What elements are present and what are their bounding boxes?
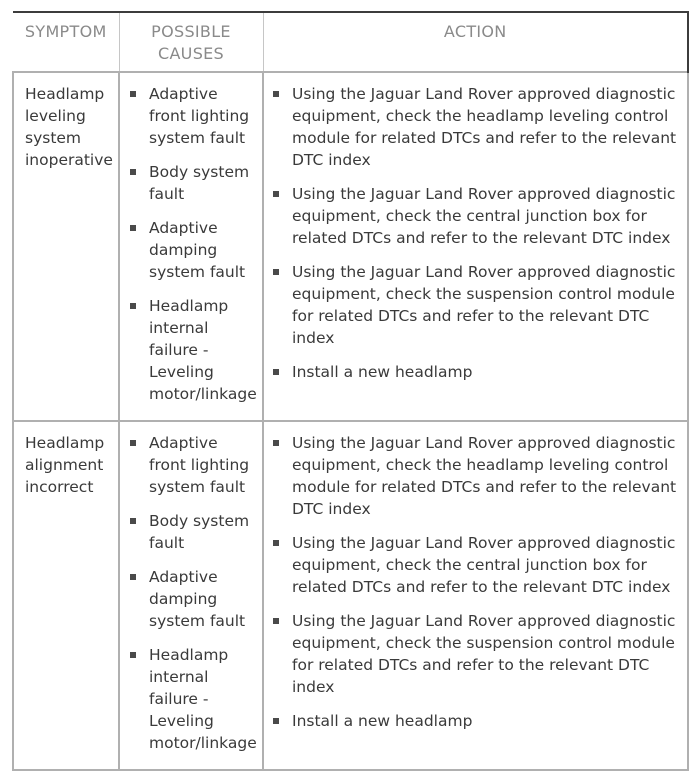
actions-cell bbox=[263, 72, 688, 421]
square-bullet-icon bbox=[130, 225, 136, 231]
table-header bbox=[13, 12, 688, 72]
square-bullet-icon bbox=[273, 618, 279, 624]
square-bullet-icon bbox=[273, 369, 279, 375]
action-item bbox=[273, 361, 679, 383]
action-text: Using the Jaguar Land Rover approved diagnostic equipment, check the central junction box for related DTCs and refer to the relevant DTC index bbox=[292, 534, 676, 596]
header-possible-causes bbox=[119, 12, 263, 72]
square-bullet-icon bbox=[273, 91, 279, 97]
action-text: Using the Jaguar Land Rover approved diagnostic equipment, check the suspension control module for related DTCs and refer to the relevant DTC index bbox=[292, 263, 676, 347]
cause-text: Adaptive damping system fault bbox=[149, 219, 246, 281]
action-text: Using the Jaguar Land Rover approved diagnostic equipment, check the headlamp leveling control module for related DTCs and refer to the relevant DTC index bbox=[292, 85, 677, 169]
action-item bbox=[273, 183, 679, 249]
cause-item bbox=[130, 295, 258, 405]
action-item bbox=[273, 532, 679, 598]
square-bullet-icon bbox=[273, 191, 279, 197]
action-text: Install a new headlamp bbox=[292, 712, 473, 730]
action-item bbox=[273, 261, 679, 349]
header-symptom-label: SYMPTOM bbox=[24, 22, 107, 41]
header-action-label: ACTION bbox=[443, 22, 507, 41]
header-causes-line1: POSSIBLE bbox=[151, 22, 231, 41]
cause-text: Adaptive front lighting system fault bbox=[149, 85, 250, 147]
header-symptom bbox=[13, 12, 119, 72]
square-bullet-icon bbox=[130, 574, 136, 580]
symptom-cell bbox=[13, 72, 119, 421]
action-text: Using the Jaguar Land Rover approved diagnostic equipment, check the suspension control module for related DTCs and refer to the relevant DTC index bbox=[292, 612, 676, 696]
symptom-text: Headlamp leveling system inoperative bbox=[25, 85, 113, 169]
action-item bbox=[273, 83, 679, 171]
table-row bbox=[13, 72, 688, 421]
action-text: Using the Jaguar Land Rover approved diagnostic equipment, check the central junction box for related DTCs and refer to the relevant DTC index bbox=[292, 185, 676, 247]
table-body bbox=[13, 72, 688, 770]
cause-text: Body system fault bbox=[149, 163, 250, 203]
causes-cell bbox=[119, 421, 263, 770]
symptom-text: Headlamp alignment incorrect bbox=[25, 434, 105, 496]
action-text: Install a new headlamp bbox=[292, 363, 473, 381]
header-causes-line2: CAUSES bbox=[157, 44, 225, 63]
cause-item bbox=[130, 217, 258, 283]
actions-list bbox=[273, 432, 679, 732]
table-row bbox=[13, 421, 688, 770]
cause-text: Headlamp internal failure - Leveling motor/linkage bbox=[149, 297, 257, 403]
actions-cell bbox=[263, 421, 688, 770]
symptom-chart-table bbox=[12, 11, 689, 771]
symptom-cell bbox=[13, 421, 119, 770]
square-bullet-icon bbox=[273, 718, 279, 724]
action-item bbox=[273, 710, 679, 732]
square-bullet-icon bbox=[130, 169, 136, 175]
actions-list bbox=[273, 83, 679, 383]
square-bullet-icon bbox=[273, 540, 279, 546]
cause-text: Adaptive damping system fault bbox=[149, 568, 246, 630]
cause-item bbox=[130, 161, 258, 205]
cause-item bbox=[130, 432, 258, 498]
action-text: Using the Jaguar Land Rover approved diagnostic equipment, check the headlamp leveling control module for related DTCs and refer to the relevant DTC index bbox=[292, 434, 677, 518]
cause-item bbox=[130, 83, 258, 149]
square-bullet-icon bbox=[130, 91, 136, 97]
causes-cell bbox=[119, 72, 263, 421]
action-item bbox=[273, 432, 679, 520]
cause-text: Adaptive front lighting system fault bbox=[149, 434, 250, 496]
square-bullet-icon bbox=[130, 518, 136, 524]
causes-list bbox=[130, 432, 258, 754]
square-bullet-icon bbox=[130, 440, 136, 446]
cause-text: Headlamp internal failure - Leveling motor/linkage bbox=[149, 646, 257, 752]
cause-item bbox=[130, 644, 258, 754]
square-bullet-icon bbox=[273, 440, 279, 446]
diagnostic-table-container bbox=[12, 11, 687, 769]
header-row bbox=[13, 12, 688, 72]
header-action bbox=[263, 12, 688, 72]
cause-text: Body system fault bbox=[149, 512, 250, 552]
square-bullet-icon bbox=[130, 652, 136, 658]
square-bullet-icon bbox=[130, 303, 136, 309]
cause-item bbox=[130, 566, 258, 632]
cause-item bbox=[130, 510, 258, 554]
square-bullet-icon bbox=[273, 269, 279, 275]
action-item bbox=[273, 610, 679, 698]
causes-list bbox=[130, 83, 258, 405]
